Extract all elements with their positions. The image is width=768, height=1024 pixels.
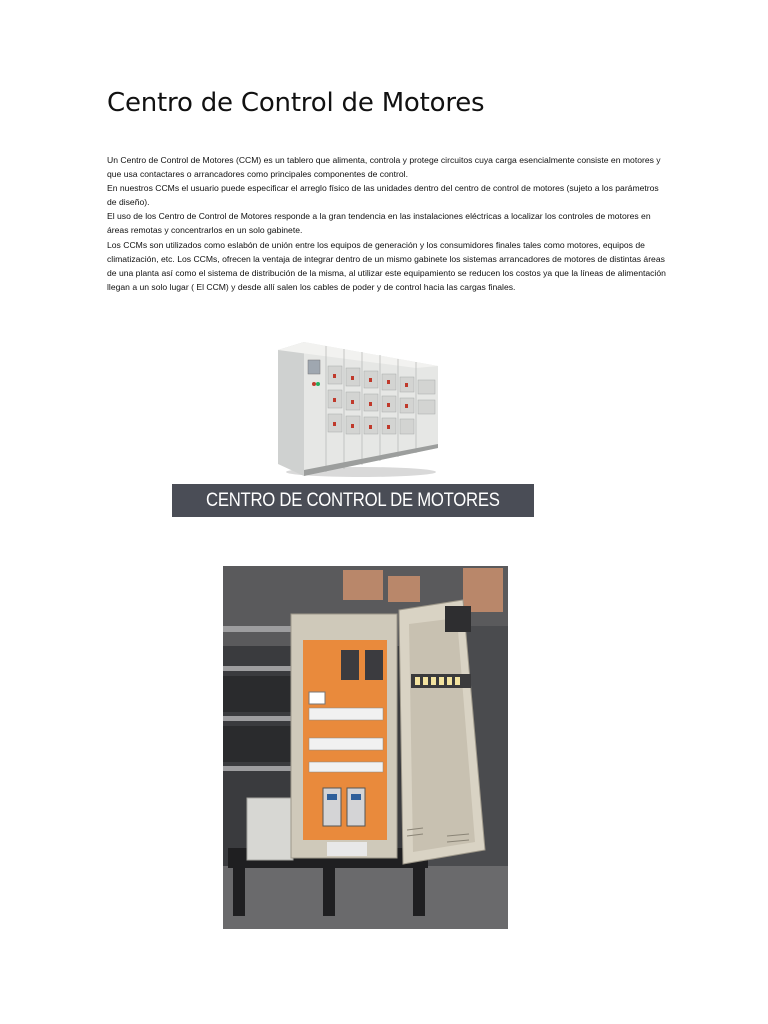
paragraph-2: En nuestros CCMs el usuario puede especificar el arreglo físico de las unidades dentro del centro de control de motores (sujeto a los parámetros de diseño). <box>107 183 659 208</box>
cabinet-lineup-photo <box>276 336 441 478</box>
paragraph-1: Un Centro de Control de Motores (CCM) es un tablero que alimenta, controla y protege circuitos cuya carga esencialmente consiste en motores y que usa contactares o arrancadores como principales componentes de control. <box>107 155 661 180</box>
body-text <box>107 153 667 294</box>
paragraph-4: Los CCMs son utilizados como eslabón de unión entre los equipos de generación y los consumidores finales tales como motores, equipos de climatización, etc. Los CCMs, ofrecen la ventaja de integrar dentro de un mismo gabinete los sistemas arrancadores de motores de distintas áreas de una planta así como el sistema de distribución de la misma, al utilizar este equipamiento se reducen los costos ya que la líneas de alimentación llegan a un solo lugar ( El CCM) y desde allí salen los cables de poder y de control hacia las cargas finales. <box>107 239 666 292</box>
paragraph-3: El uso de los Centro de Control de Motores responde a la gran tendencia en las instalaciones eléctricas a localizar los controles de motores en áreas remotas y concentrarlos en un solo gabinete. <box>107 211 651 236</box>
page-title: Centro de Control de Motores <box>107 88 485 118</box>
banner-text: CENTRO DE CONTROL DE MOTORES <box>206 489 500 511</box>
title-banner <box>172 484 534 517</box>
open-control-cabinet-photo <box>223 566 508 929</box>
